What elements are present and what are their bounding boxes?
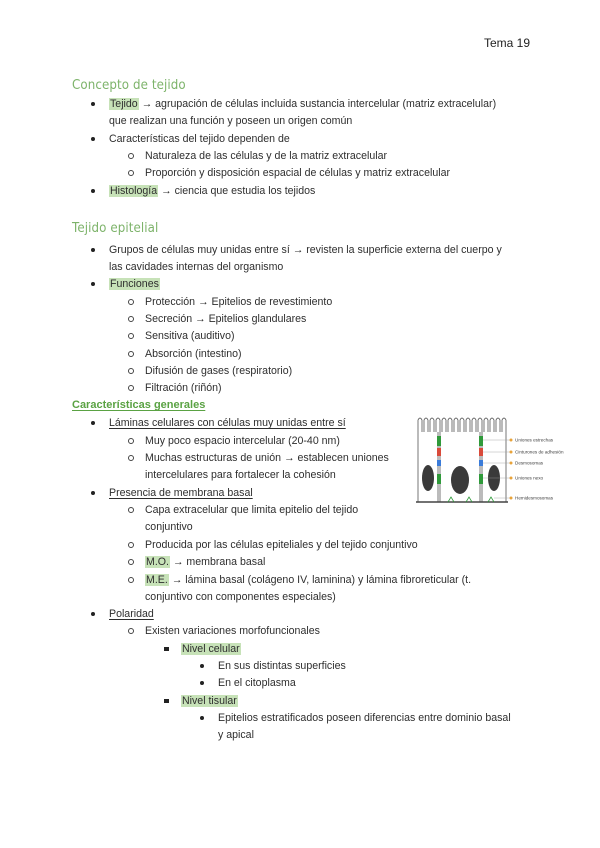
section-title-epitelial: Tejido epitelial [72,220,159,236]
section-title-concepto: Concepto de tejido [72,77,186,93]
deep-list-item: Epitelios estratificados poseen diferencias entre dominio basal [218,712,511,724]
deep-list-item: En sus distintas superficies [218,660,346,672]
diagram-label: Uniones estrechas [515,437,554,443]
sub-list-item: Existen variaciones morfofuncionales [145,625,320,637]
sub-list-item: Muy poco espacio intercelular (20-40 nm) [145,435,340,447]
topic-label: Tema 19 [484,36,531,50]
cell-nucleus [451,466,469,494]
sub-list-item [145,555,265,569]
highlight-term: M.E. [146,574,168,586]
sub-list-item: Secreción → Epitelios glandulares [145,313,307,325]
highlight-term: M.O. [146,556,169,568]
gap-junction [437,474,441,484]
sub-list-item-continuation: conjuntivo con componentes especiales) [145,591,336,603]
sub-list-item: Naturaleza de las células y de la matriz extracelular [145,150,388,162]
tight-junction [437,436,441,446]
sub-list-item-continuation: intercelulares para fortalecer la cohesión [145,469,336,481]
deep-list-item: En el citoplasma [218,677,296,689]
sub-list-item: Sensitiva (auditivo) [145,330,235,342]
sub-list-item: Absorción (intestino) [145,348,242,360]
desmosome [437,460,441,466]
highlight-term: Nivel celular [182,643,240,655]
desmosome [479,460,483,466]
diagram-label: Cinturones de adhesión [515,449,564,455]
diagram-label: Desmosomas [515,460,544,466]
subsection-title-caracteristicas: Características generales [72,399,206,411]
list-item-text: → ciencia que estudia los tejidos [158,185,316,197]
highlight-term: Funciones [110,278,159,290]
diagram-label: Hemidesmosomas [515,495,554,501]
tight-junction [479,436,483,446]
list-item: Características del tejido dependen de [109,133,290,145]
adhesion-belt [479,448,483,456]
list-item-text: → membrana basal [169,556,266,568]
sub-list-item: Protección → Epitelios de revestimiento [145,296,333,308]
list-item-text: → lámina basal (colágeno IV, laminina) y lámina fibroreticular (t. [168,574,472,586]
list-item: Presencia de membrana basal [109,487,253,499]
sub-list-item-continuation: conjuntivo [145,521,193,533]
microvilli [418,418,506,432]
deep-list-item-continuation: y apical [218,729,254,741]
sub-sub-list-item [181,694,238,708]
adhesion-belt [437,448,441,456]
list-item [109,97,496,111]
sub-list-item: Capa extracelular que limita epitelio del tejido [145,504,359,516]
list-item-text: → agrupación de células incluida sustancia intercelular (matriz extracelular) [138,98,497,110]
sub-list-item: Proporción y disposición espacial de células y matriz extracelular [145,167,451,179]
cell-nucleus [422,465,434,491]
list-item: Polaridad [109,608,154,620]
diagram-label: Uniones nexo [515,475,544,481]
highlight-term: Histología [110,185,158,197]
sub-list-item: Filtración (riñón) [145,382,222,394]
label-markers [510,439,513,500]
sub-list-item: Muchas estructuras de unión → establecen uniones [145,452,389,464]
list-item: Grupos de células muy unidas entre sí → revisten la superficie externa del cuerpo y [109,244,502,256]
sub-list-item [145,573,471,587]
gap-junction [479,474,483,484]
list-item-continuation: que realizan una función y poseen un origen común [109,115,353,127]
list-item-continuation: las cavidades internas del organismo [109,261,284,273]
highlight-term: Tejido [110,98,138,110]
highlight-term: Nivel tisular [182,695,237,707]
epithelial-junctions-diagram [414,414,580,508]
sub-list-item: Difusión de gases (respiratorio) [145,365,293,377]
sub-sub-list-item [181,642,241,656]
sub-list-item: Producida por las células epiteliales y del tejido conjuntivo [145,539,418,551]
list-item [109,277,160,291]
list-item: Láminas celulares con células muy unidas entre sí [109,417,346,429]
list-item [109,184,315,198]
